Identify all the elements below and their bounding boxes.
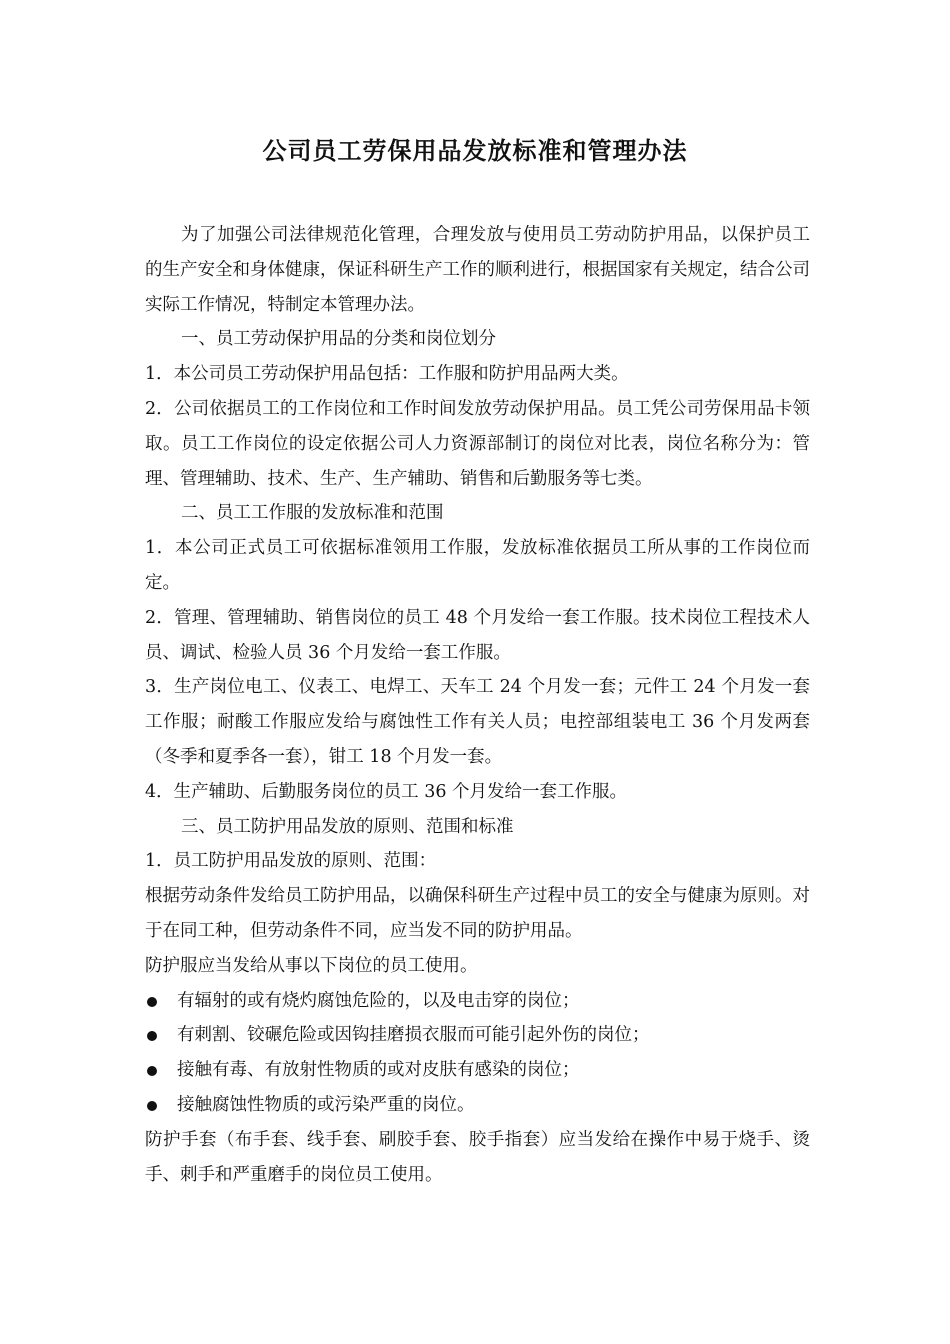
document-body <box>145 218 810 1192</box>
bullet-dot-icon <box>147 1101 157 1111</box>
paragraph: 4．生产辅助、后勤服务岗位的员工 36 个月发给一套工作服。 <box>145 781 628 802</box>
bullet-text: 有刺割、铰碾危险或因钩挂磨损衣服而可能引起外伤的岗位； <box>177 1025 650 1046</box>
paragraph: 2．管理、管理辅助、销售岗位的员工 48 个月发给一套工作服。技术岗位工程技术人员、调试、检验人员 36 个月发给一套工作服。 <box>145 607 810 663</box>
paragraph: 1．员工防护用品发放的原则、范围： <box>145 851 437 872</box>
paragraph: 防护服应当发给从事以下岗位的员工使用。 <box>145 955 478 976</box>
bullet-item <box>145 1088 810 1123</box>
intro-paragraph: 为了加强公司法律规范化管理，合理发放与使用员工劳动防护用品，以保护员工的生产安全和身体健康，保证科研生产工作的顺利进行，根据国家有关规定，结合公司实际工作情况，特制定本管理办法。 <box>145 225 810 315</box>
paragraph: 1．本公司员工劳动保护用品包括：工作服和防护用品两大类。 <box>145 364 629 385</box>
paragraph: 防护手套（布手套、线手套、刷胶手套、胶手指套）应当发给在操作中易于烧手、烫手、刺手和严重磨手的岗位员工使用。 <box>145 1129 810 1185</box>
bullet-dot-icon <box>147 1031 157 1041</box>
section-heading-3: 三、员工防护用品发放的原则、范围和标准 <box>181 816 514 837</box>
bullet-dot-icon <box>147 997 157 1007</box>
bullet-item <box>145 1053 810 1088</box>
document-title: 公司员工劳保用品发放标准和管理办法 <box>262 137 688 165</box>
bullet-text: 接触腐蚀性物质的或污染严重的岗位。 <box>177 1094 475 1115</box>
section-heading-1: 一、员工劳动保护用品的分类和岗位划分 <box>181 329 496 350</box>
paragraph: 1．本公司正式员工可依据标准领用工作服，发放标准依据员工所从事的工作岗位而定。 <box>145 538 810 593</box>
bullet-item <box>145 1018 810 1053</box>
paragraph: 3．生产岗位电工、仪表工、电焊工、天车工 24 个月发一套；元件工 24 个月发一套工作服；耐酸工作服应发给与腐蚀性工作有关人员；电控部组装电工 36 个月发两套（冬季和夏季各一套），钳工 18 个月发一套。 <box>145 677 810 767</box>
bullet-text: 接触有毒、有放射性物质的或对皮肤有感染的岗位； <box>177 1060 580 1081</box>
paragraph: 2．公司依据员工的工作岗位和工作时间发放劳动保护用品。员工凭公司劳保用品卡领取。员工工作岗位的设定依据公司人力资源部制订的岗位对比表，岗位名称分为：管理、管理辅助、技术、生产、生产辅助、销售和后勤服务等七类。 <box>145 398 810 489</box>
paragraph: 根据劳动条件发给员工防护用品，以确保科研生产过程中员工的安全与健康为原则。对于在同工种，但劳动条件不同，应当发不同的防护用品。 <box>145 886 810 941</box>
bullet-text: 有辐射的或有烧灼腐蚀危险的，以及电击穿的岗位； <box>177 990 580 1011</box>
bullet-item <box>145 984 810 1019</box>
bullet-dot-icon <box>147 1066 157 1076</box>
section-heading-2: 二、员工工作服的发放标准和范围 <box>181 503 444 524</box>
